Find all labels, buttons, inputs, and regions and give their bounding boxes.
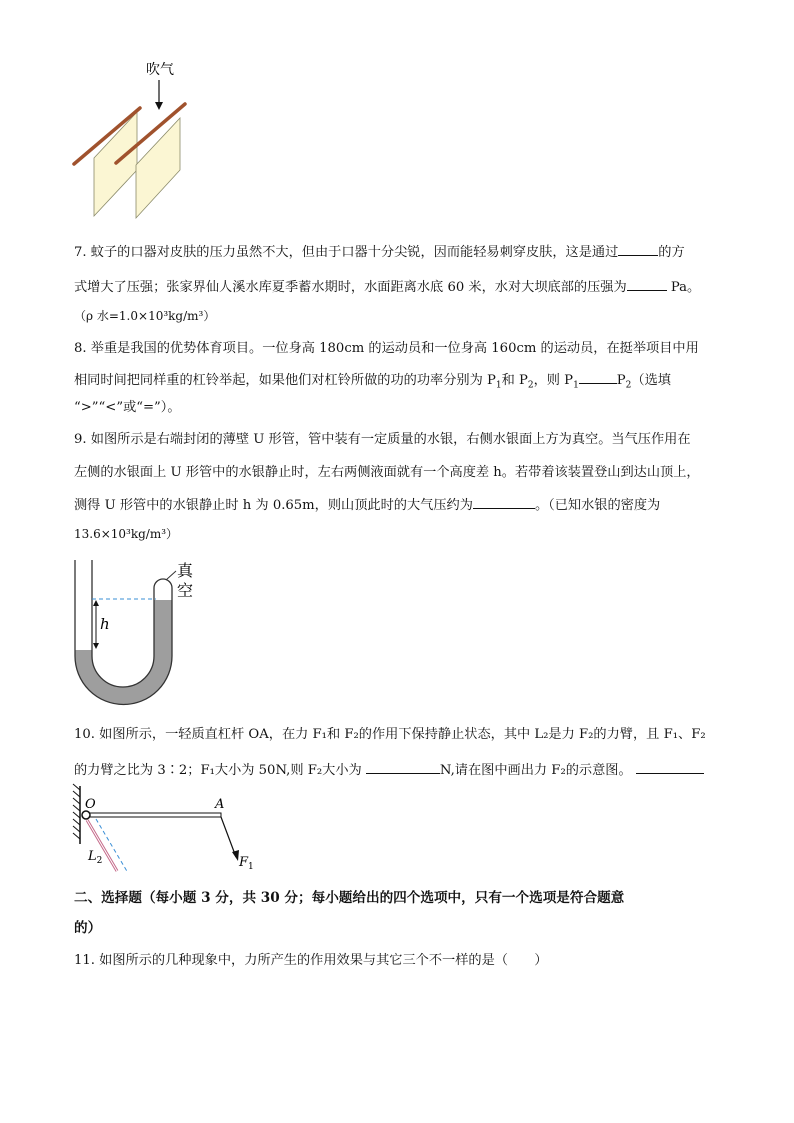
q7-blank2[interactable] [627,277,667,291]
tube-closed-top [154,579,172,588]
label-l2: $L_2$ [88,849,103,866]
q7-line1: 7. 蚊子的口器对皮肤的压力虽然不大，但由于口器十分尖锐，因而能轻易刺穿皮肤，这是通过 的方 [74,242,685,262]
section2-line2: 的） [74,920,102,936]
label-o: O [85,797,96,812]
paper-right [136,118,180,218]
mercury [75,600,172,704]
vacuum-leader [166,571,176,580]
pivot-o [82,811,90,819]
q7-line3: （ρ 水=1.0×10³kg/m³） [74,309,216,323]
f1-arrow [221,817,236,857]
vacuum-label-1: 真 [177,561,194,580]
q10-line1: 10. 如图所示，一轻质直杠杆 OA，在力 F₁和 F₂的作用下保持静止状态，其中 L₂是力 F₂的力臂，且 F₁、F₂ [74,727,706,742]
q7-line2: 式增大了压强；张家界仙人溪水库夏季蓄水期时，水面距离水底 60 米，水对大坝底部的压强为 Pa。 [74,277,700,297]
q9-blank[interactable] [473,495,535,509]
lever-rod [85,813,221,817]
label-a: A [215,797,225,812]
q9-line4: 13.6×10³kg/m³） [74,527,179,541]
u-tube-figure [70,558,210,718]
q7-blank1[interactable] [618,242,658,256]
q10-blank2[interactable] [636,760,704,774]
q9-line1: 9. 如图所示是右端封闭的薄壁 U 形管，管中装有一定质量的水银，右侧水银面上方为真空。当气压作用在 [74,432,691,447]
q8-line3: “>”“<”或“=”）。 [74,400,181,415]
lever-figure [70,780,270,880]
h-label: h [100,615,110,633]
wall-hatch [73,784,80,839]
vacuum-label-2: 空 [177,581,194,600]
blow-label: 吹气 [146,62,174,78]
q9-line2: 左侧的水银面上 U 形管中的水银静止时，左右两侧液面就有一个高度差 h。若带着该装置登山到达山顶上， [74,465,700,480]
q11-line1: 11. 如图所示的几种现象中，力所产生的作用效果与其它三个不一样的是（ ） [74,953,548,968]
q8-blank[interactable] [579,370,617,384]
blow-arrow-head [155,102,163,110]
section2-line1: 二、选择题（每小题 3 分，共 30 分；每小题给出的四个选项中，只有一个选项是符合题意 [74,890,625,906]
f1-arrowhead [232,850,239,861]
blow-paper-figure [70,58,230,228]
q10-line2: 的力臂之比为 3∶2；F₁大小为 50N,则 F₂大小为 N,请在图中画出力 F₂的示意图。 [74,760,704,780]
label-f1: $F_1$ [239,855,254,872]
q9-line3: 测得 U 形管中的水银静止时 h 为 0.65m，则山顶此时的大气压约为 。（已知水银的密度为 [74,495,660,515]
q8-line2: 相同时间把同样重的杠铃举起，如果他们对杠铃所做的功的功率分别为 $P_1$和 $P_2$，则 $P_1$ $P_2$（选填 [74,370,671,395]
q8-line1: 8. 举重是我国的优势体育项目。一位身高 180cm 的运动员和一位身高 160cm 的运动员，在挺举项目中用 [74,341,699,356]
q10-blank1[interactable] [366,760,440,774]
